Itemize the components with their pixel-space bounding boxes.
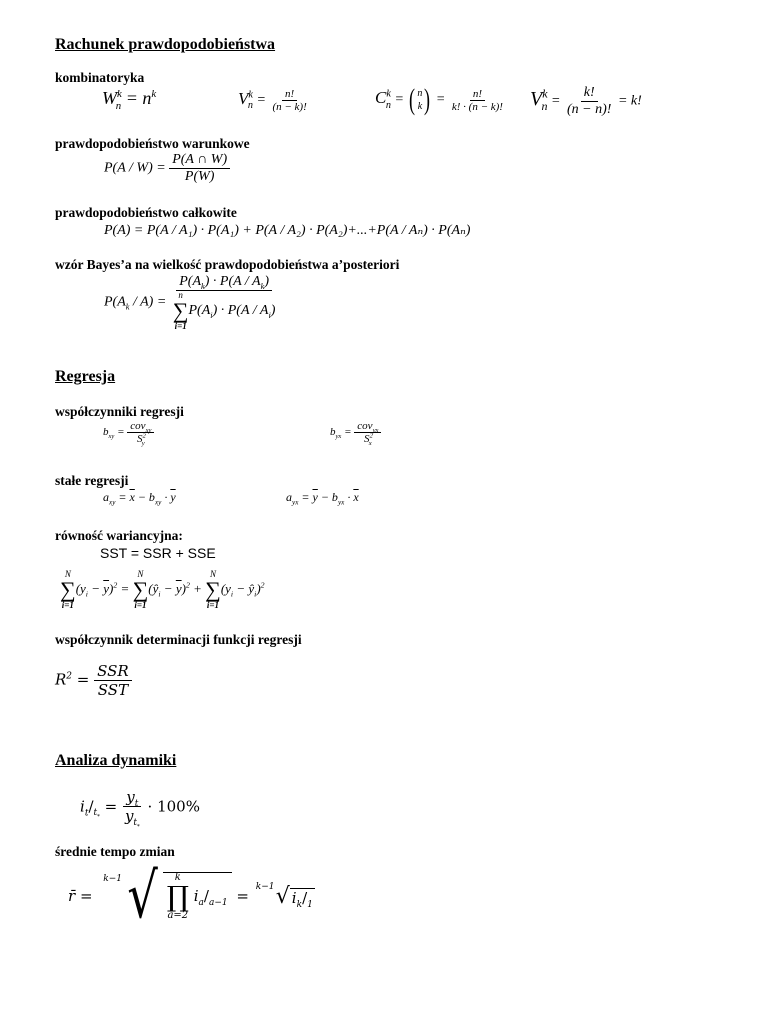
- section-title-regression: Regresja: [55, 368, 116, 385]
- heading-regression-coefficients: współczynniki regresji: [55, 404, 184, 419]
- heading-conditional-probability: prawdopodobieństwo warunkowe: [55, 136, 250, 151]
- sst-equation: SST = SSR + SSE: [100, 545, 216, 561]
- formula-variations: $V^k_n$ = $\frac{n!}{(n - k)!}$: [238, 88, 307, 113]
- formula-combinations: $C^k_n$ = ( n k ) = $\frac{n!}{k! \cdot (n - k)!}$: [375, 83, 503, 116]
- formula-r-squared: $R^2$ = $\frac{\text{SSR}}{\text{SST}}$: [55, 662, 132, 699]
- percent-factor: · 100%: [147, 797, 200, 816]
- heading-bayes: wzór Bayes’a na wielkość prawdopodobieństwa a’posteriori: [55, 257, 400, 272]
- section-title-probability: Rachunek prawdopodobieństwa: [55, 36, 276, 53]
- formula-total-probability: P(A) = P(A / A₁) · P(A₁) + P(A / A₂) · P(A₂)+...+P(A / Aₙ) · P(Aₙ): [104, 223, 471, 238]
- heading-combinatorics: kombinatoryka: [55, 70, 145, 85]
- formula-average-rate: r̄ = k−1 √ k ∏ a=2 $i_a/_{a-1}$ = k−1 √ $i_k/_1$: [68, 859, 313, 933]
- formula-ayx: $a_{yx} = \overline{y} - b_{yx} \cdot \overline{x}$: [286, 490, 359, 507]
- formula-byx: $b_{yx}$ = $\frac{cov_{yx}}{S^2_x}$: [330, 420, 381, 445]
- heading-variance-equality: równość wariancyjna:: [55, 528, 183, 543]
- heading-determination-coefficient: współczynnik determinacji funkcji regresji: [55, 632, 302, 647]
- formula-axy: $a_{xy} = \overline{x} - b_{xy} \cdot \overline{y}$: [103, 490, 176, 507]
- heading-average-rate: średnie tempo zmian: [55, 844, 175, 859]
- heading-regression-constants: stałe regresji: [55, 473, 129, 488]
- formula-variance-decomposition: N ∑ i=1 $(y_i - \overline{y})^2$ = N ∑ i=1 $(ŷ_i - \overline{y})^2$ + N ∑ i=1 ($y_i$ − $ŷ_i)^2$: [60, 569, 265, 610]
- section-title-dynamics: Analiza dynamiki: [55, 752, 177, 769]
- formula-permutations: $V^k_n$ = $\frac{k!}{(n - n)!}$ = k!: [530, 85, 642, 117]
- formula-bxy: $b_{xy}$ = $\frac{cov_{xy}}{S^2_y}$: [103, 420, 154, 445]
- formula-conditional-probability: P(A / W) = $\frac{P(A \cap W)}{P(W)}$: [104, 152, 230, 185]
- formula-variations-with-repetition: $W^k_n = n^k$: [102, 88, 157, 112]
- formula-bayes: $P(A_k / A)$ = $P(A_k) \cdot P(A / A_k)$ n ∑ i=1 $P(A_i) \cdot P(A / A_i)$: [104, 274, 276, 331]
- formula-dynamics-index: $i_t/_{t_*}$ = $\frac{y_t}{y_{t_*}}$ · 100%: [80, 788, 200, 830]
- heading-total-probability: prawdopodobieństwo całkowite: [55, 205, 237, 220]
